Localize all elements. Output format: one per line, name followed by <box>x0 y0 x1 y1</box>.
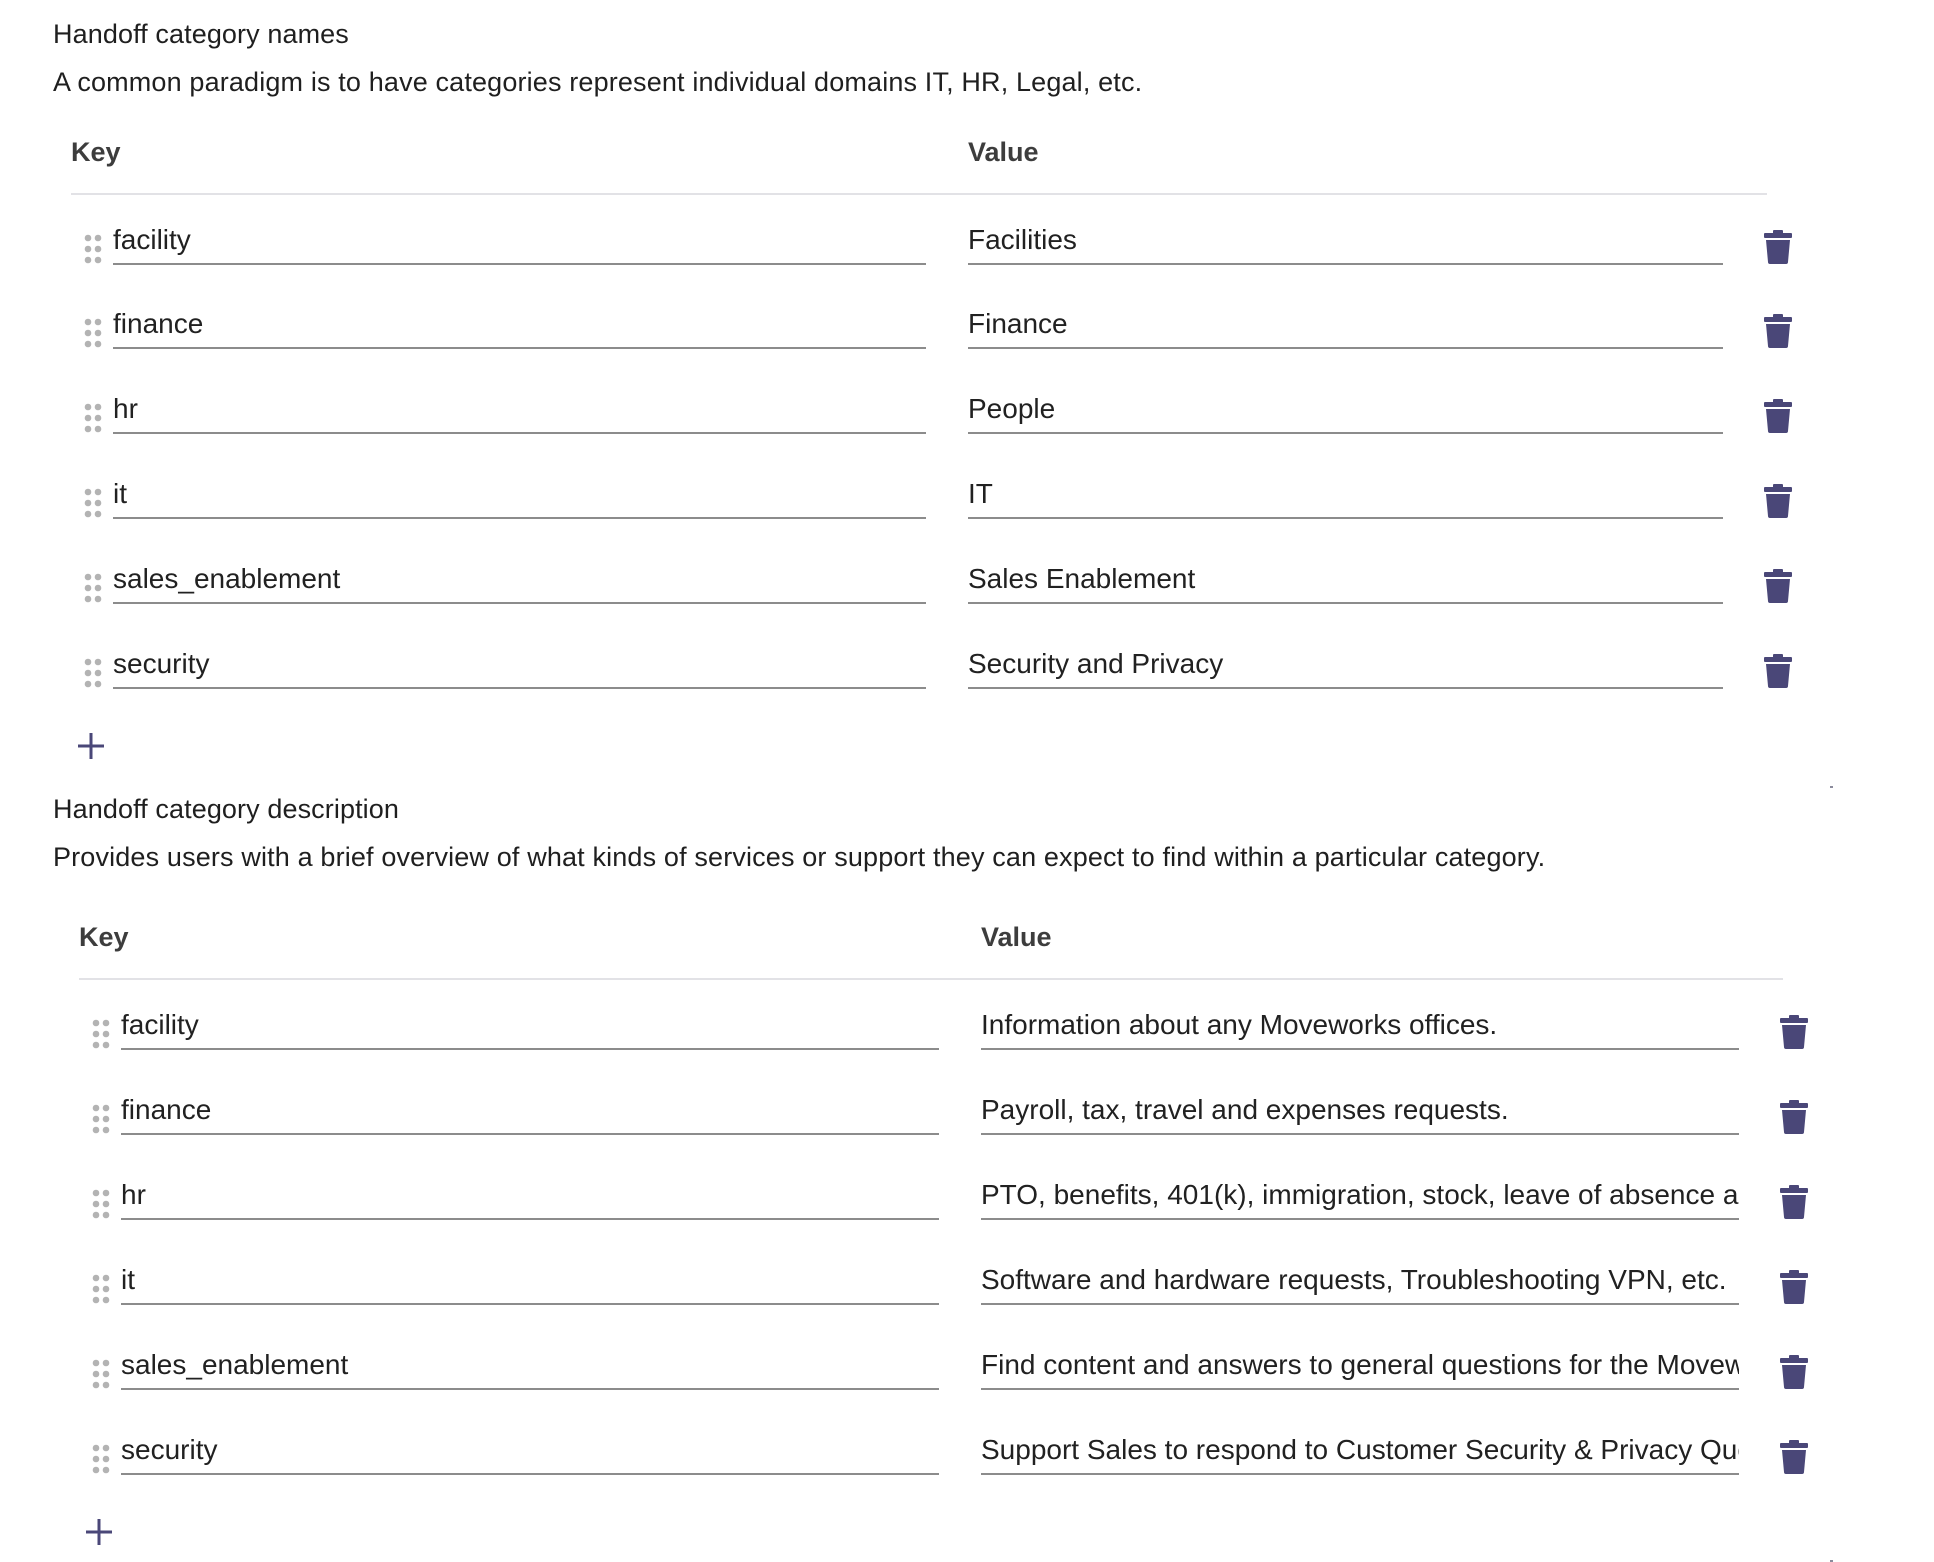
add-row-button[interactable] <box>71 725 111 765</box>
delete-row-button[interactable] <box>1760 311 1796 351</box>
drag-handle-icon[interactable] <box>91 1103 111 1135</box>
table-row <box>71 457 1851 541</box>
table-row <box>79 1328 1859 1412</box>
drag-handle-icon[interactable] <box>83 487 103 519</box>
drag-handle-icon[interactable] <box>91 1188 111 1220</box>
key-input[interactable] <box>113 457 926 519</box>
value-column-header: Value <box>981 922 1052 952</box>
value-input[interactable] <box>981 1243 1739 1305</box>
key-input[interactable] <box>121 1328 939 1390</box>
key-input[interactable] <box>113 542 926 604</box>
trash-icon <box>1764 569 1792 603</box>
key-input[interactable] <box>121 1158 939 1220</box>
delete-row-button[interactable] <box>1760 227 1796 267</box>
value-input[interactable] <box>981 1328 1739 1390</box>
key-column-header: Key <box>79 922 129 952</box>
key-input[interactable] <box>113 627 926 689</box>
drag-handle-icon[interactable] <box>91 1018 111 1050</box>
drag-handle-icon[interactable] <box>83 657 103 689</box>
value-input[interactable] <box>968 457 1723 519</box>
table-row <box>71 627 1851 711</box>
value-input[interactable] <box>968 627 1723 689</box>
plus-icon <box>71 725 111 765</box>
key-input[interactable] <box>113 287 926 349</box>
table-row <box>79 1243 1859 1327</box>
value-input[interactable] <box>968 287 1723 349</box>
trash-icon <box>1780 1270 1808 1304</box>
trash-icon <box>1764 314 1792 348</box>
trash-icon <box>1764 230 1792 264</box>
trash-icon <box>1780 1100 1808 1134</box>
table-row <box>71 203 1851 287</box>
plus-icon <box>79 1511 119 1551</box>
table-row <box>71 542 1851 626</box>
delete-row-button[interactable] <box>1776 1012 1812 1052</box>
section-description: Provides users with a brief overview of what kinds of services or support they can expect to find within a particular category. <box>53 842 1546 872</box>
delete-row-button[interactable] <box>1760 396 1796 436</box>
drag-handle-icon[interactable] <box>83 233 103 265</box>
resize-mark <box>1830 786 1833 788</box>
table-header <box>79 912 1783 980</box>
value-input[interactable] <box>981 1158 1739 1220</box>
key-input[interactable] <box>121 1243 939 1305</box>
key-input[interactable] <box>121 988 939 1050</box>
delete-row-button[interactable] <box>1776 1182 1812 1222</box>
delete-row-button[interactable] <box>1776 1437 1812 1477</box>
delete-row-button[interactable] <box>1776 1267 1812 1307</box>
drag-handle-icon[interactable] <box>83 572 103 604</box>
key-column-header: Key <box>71 137 121 167</box>
value-input[interactable] <box>981 988 1739 1050</box>
table-row <box>71 372 1851 456</box>
delete-row-button[interactable] <box>1760 651 1796 691</box>
key-input[interactable] <box>113 372 926 434</box>
key-input[interactable] <box>113 203 926 265</box>
drag-handle-icon[interactable] <box>83 317 103 349</box>
delete-row-button[interactable] <box>1776 1352 1812 1392</box>
drag-handle-icon[interactable] <box>91 1358 111 1390</box>
delete-row-button[interactable] <box>1776 1097 1812 1137</box>
value-input[interactable] <box>968 372 1723 434</box>
trash-icon <box>1780 1185 1808 1219</box>
trash-icon <box>1780 1440 1808 1474</box>
table-row <box>79 988 1859 1072</box>
table-row <box>71 287 1851 371</box>
table-row <box>79 1413 1859 1497</box>
table-row <box>79 1073 1859 1157</box>
value-column-header: Value <box>968 137 1039 167</box>
section-title: Handoff category description <box>53 794 400 824</box>
table-row <box>79 1158 1859 1242</box>
trash-icon <box>1764 484 1792 518</box>
trash-icon <box>1764 654 1792 688</box>
section-title: Handoff category names <box>53 19 349 49</box>
value-input[interactable] <box>968 542 1723 604</box>
trash-icon <box>1780 1355 1808 1389</box>
trash-icon <box>1764 399 1792 433</box>
section-description: A common paradigm is to have categories represent individual domains IT, HR, Legal, etc. <box>53 67 1143 97</box>
key-input[interactable] <box>121 1413 939 1475</box>
value-input[interactable] <box>981 1073 1739 1135</box>
add-row-button[interactable] <box>79 1511 119 1551</box>
drag-handle-icon[interactable] <box>91 1273 111 1305</box>
trash-icon <box>1780 1015 1808 1049</box>
value-input[interactable] <box>968 203 1723 265</box>
drag-handle-icon[interactable] <box>83 402 103 434</box>
delete-row-button[interactable] <box>1760 566 1796 606</box>
key-input[interactable] <box>121 1073 939 1135</box>
drag-handle-icon[interactable] <box>91 1443 111 1475</box>
table-header <box>71 127 1767 195</box>
delete-row-button[interactable] <box>1760 481 1796 521</box>
value-input[interactable] <box>981 1413 1739 1475</box>
